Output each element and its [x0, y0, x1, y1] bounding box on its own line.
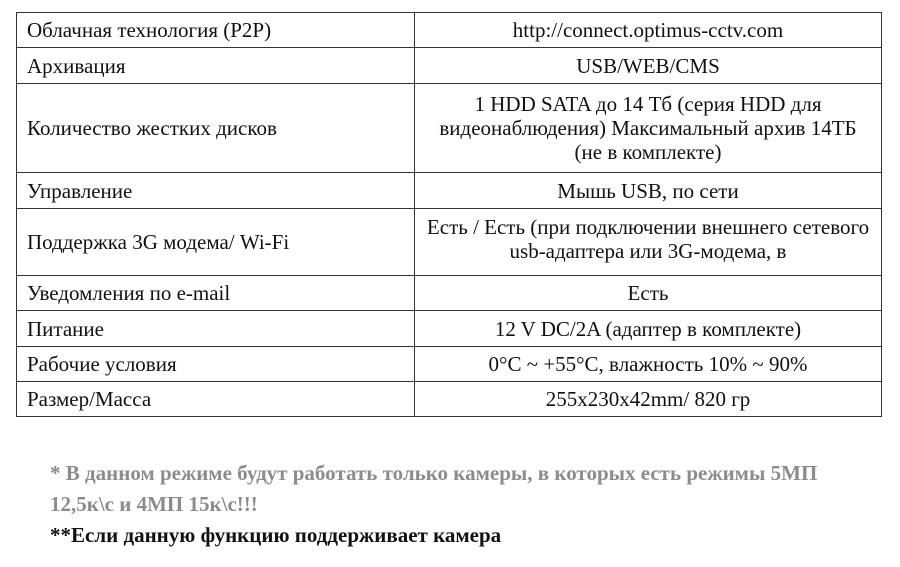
spec-row-hdd	[17, 84, 882, 173]
spec-value: 255x230x42mm/ 820 гр	[415, 382, 882, 417]
footnote-camera-modes: * В данном режиме будут работать только камеры, в которых есть режимы 5МП 12,5к\с и 4МП 15к\с!!!	[50, 461, 818, 516]
spec-name: Архивация	[17, 48, 415, 84]
spec-name: Питание	[17, 311, 415, 347]
spec-value: http://connect.optimus-cctv.com	[415, 13, 882, 48]
spec-name: Количество жестких дисков	[17, 84, 415, 173]
spec-name: Облачная технология (P2P)	[17, 13, 415, 48]
spec-row-size-weight	[17, 382, 882, 417]
spec-value: Есть	[415, 276, 882, 311]
spec-name: Уведомления по e-mail	[17, 276, 415, 311]
spec-name: Рабочие условия	[17, 347, 415, 382]
spec-row-operating-conditions	[17, 347, 882, 382]
spec-row-power	[17, 311, 882, 347]
spec-row-control	[17, 173, 882, 209]
spec-value: 1 HDD SATA до 14 Тб (серия HDD для видеонаблюдения) Максимальный архив 14ТБ (не в комплекте)	[415, 84, 882, 173]
spec-row-email	[17, 276, 882, 311]
footnote-camera-support: **Если данную функцию поддерживает камера	[50, 523, 502, 547]
spec-value-cell	[415, 209, 882, 276]
footnotes	[50, 458, 870, 551]
spec-value: 12 V DC/2A (адаптер в комплекте)	[415, 311, 882, 347]
spec-value: 0°C ~ +55°C, влажность 10% ~ 90%	[415, 347, 882, 382]
spec-name: Управление	[17, 173, 415, 209]
spec-value: Мышь USB, по сети	[415, 173, 882, 209]
spec-row-cloud	[17, 13, 882, 48]
spec-name: Размер/Масса	[17, 382, 415, 417]
specifications-table	[16, 12, 882, 417]
spec-name: Поддержка 3G модема/ Wi-Fi	[17, 209, 415, 276]
spec-value: Есть / Есть (при подключении внешнего сетевого usb-адаптера или 3G-модема, в	[426, 214, 870, 263]
spec-value: USB/WEB/CMS	[415, 48, 882, 84]
spec-row-archiving	[17, 48, 882, 84]
spec-row-3g-wifi	[17, 209, 882, 276]
